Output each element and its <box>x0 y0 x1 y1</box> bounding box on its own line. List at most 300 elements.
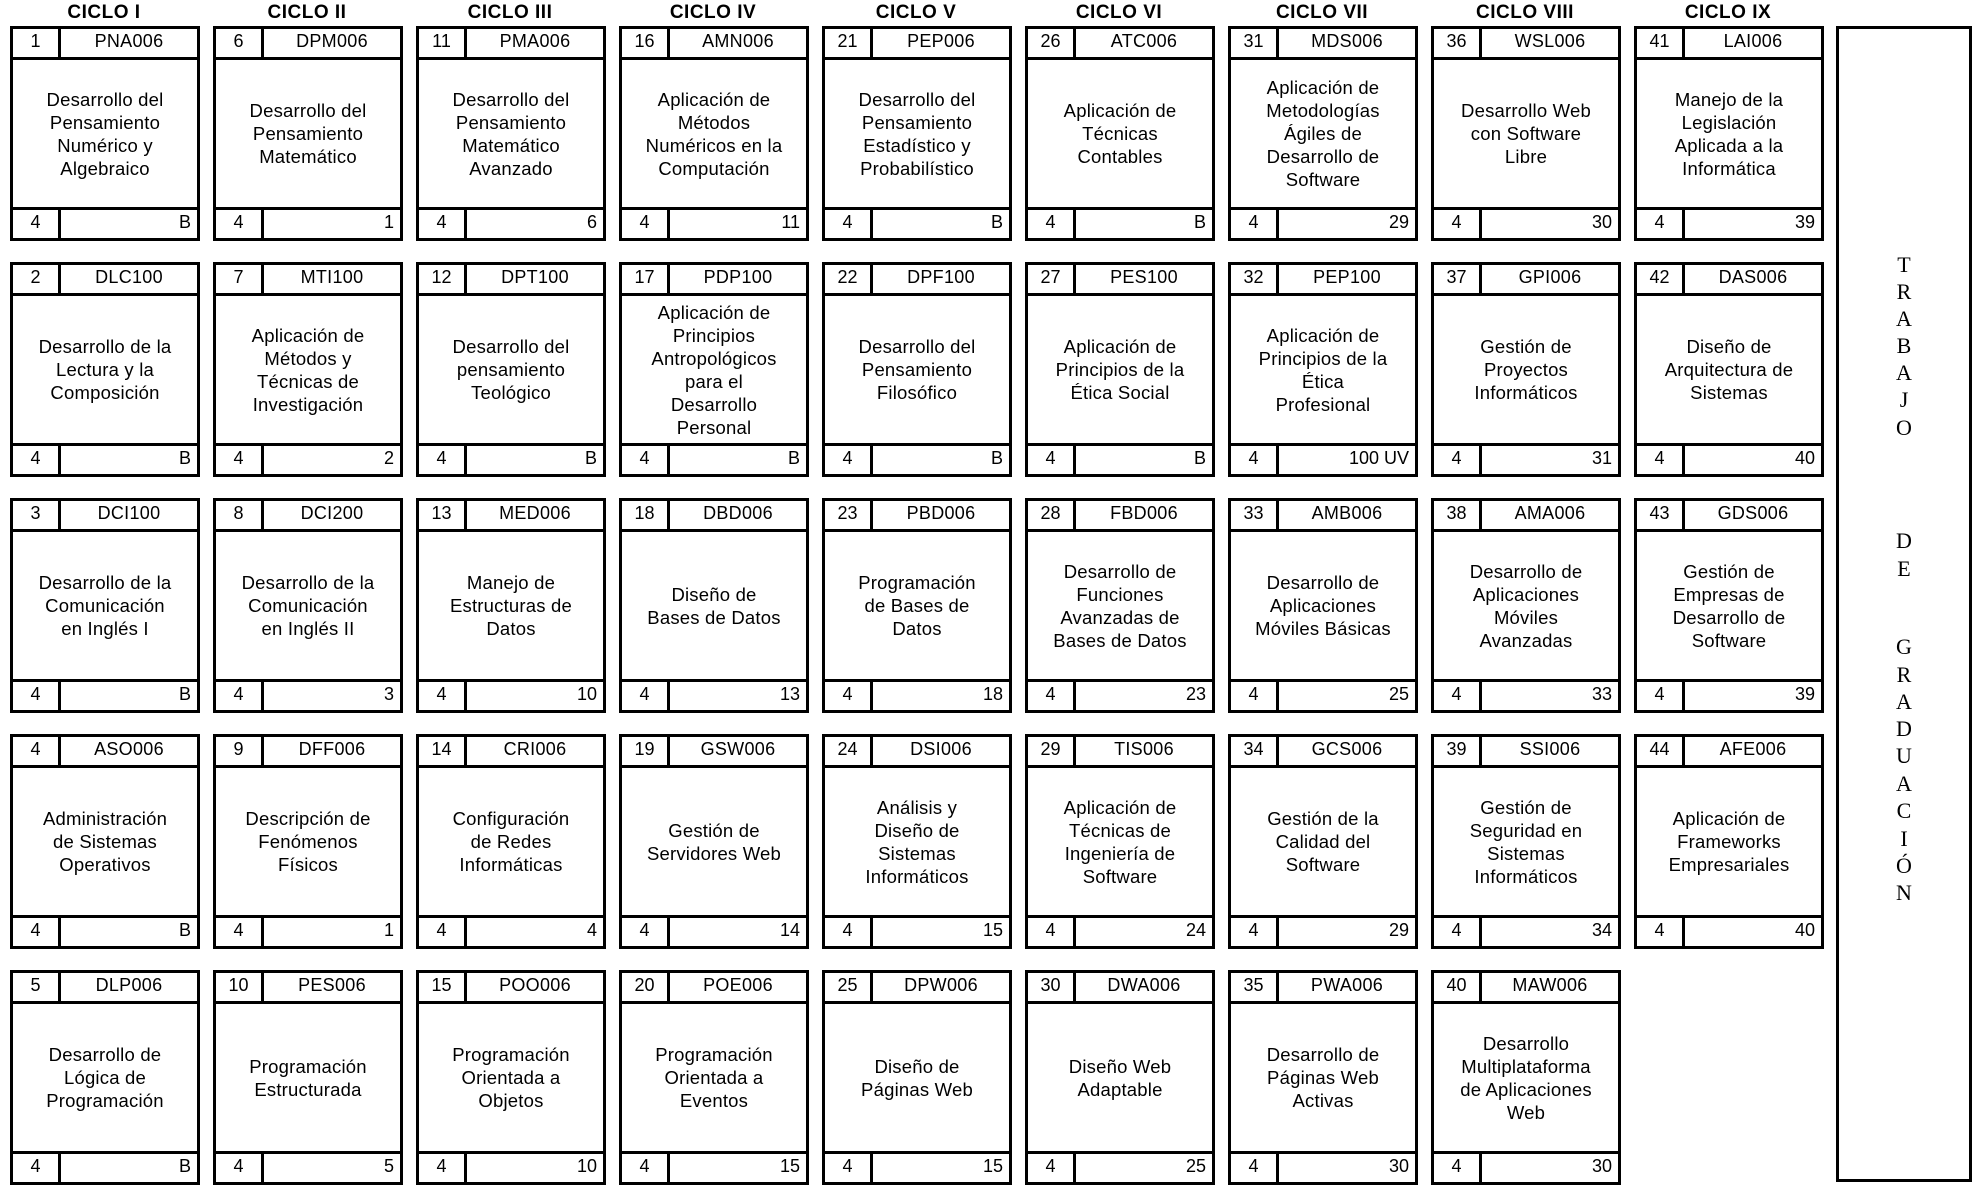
course-box <box>213 26 403 241</box>
graduation-letter: Ó <box>1896 853 1912 878</box>
course-prerequisite: 30 <box>1591 1156 1612 1176</box>
course-number: 3 <box>13 501 61 529</box>
course-name: Gestión de Empresas de Desarrollo de Software <box>1672 560 1786 651</box>
course-code: DPT100 <box>501 267 569 287</box>
course-box <box>1025 26 1215 241</box>
course-credits: 4 <box>622 446 670 474</box>
course-code: MTI100 <box>300 267 364 287</box>
course-credits: 4 <box>622 1154 670 1182</box>
graduation-letter: D <box>1896 528 1912 553</box>
course-box <box>10 498 200 713</box>
course-name: Aplicación de Principios de la Ética Profesional <box>1258 324 1388 415</box>
cycle-header: CICLO VI <box>1075 2 1163 23</box>
course-number: 27 <box>1028 265 1076 293</box>
course-box <box>416 734 606 949</box>
course-code: DBD006 <box>703 503 773 523</box>
course-box <box>1634 26 1824 241</box>
course-code: AMB006 <box>1311 503 1383 523</box>
course-number: 32 <box>1231 265 1279 293</box>
graduation-letter: J <box>1899 387 1909 412</box>
course-prerequisite: B <box>1193 448 1206 468</box>
cycle-header: CICLO II <box>267 2 347 23</box>
course-number: 26 <box>1028 29 1076 57</box>
course-name: Desarrollo de Aplicaciones Móviles Básicas <box>1255 572 1391 639</box>
course-prerequisite: 15 <box>982 1156 1003 1176</box>
course-number: 22 <box>825 265 873 293</box>
course-footer-row <box>419 443 603 474</box>
course-prerequisite: B <box>178 448 191 468</box>
course-number: 10 <box>216 973 264 1001</box>
course-header-row <box>216 501 400 532</box>
course-code: PWA006 <box>1310 975 1384 995</box>
course-box <box>619 970 809 1185</box>
course-credits: 4 <box>419 682 467 710</box>
course-code: PDP100 <box>703 267 773 287</box>
graduation-letter: C <box>1896 798 1912 823</box>
course-code: PMA006 <box>499 31 571 51</box>
course-credits: 4 <box>622 682 670 710</box>
course-header-row <box>13 737 197 768</box>
course-credits: 4 <box>419 918 467 946</box>
graduation-letter: B <box>1896 333 1912 358</box>
course-header-row <box>1434 501 1618 532</box>
course-number: 13 <box>419 501 467 529</box>
course-header-row <box>1434 265 1618 296</box>
course-prerequisite: 18 <box>982 684 1003 704</box>
course-number: 41 <box>1637 29 1685 57</box>
course-code: PBD006 <box>906 503 976 523</box>
course-prerequisite: 34 <box>1591 920 1612 940</box>
course-credits: 4 <box>1231 210 1279 238</box>
course-number: 34 <box>1231 737 1279 765</box>
course-prerequisite: 1 <box>383 920 394 940</box>
course-name: Desarrollo de la Lectura y la Composición <box>38 336 172 403</box>
course-credits: 4 <box>13 682 61 710</box>
course-header-row <box>216 973 400 1004</box>
course-footer-row <box>13 443 197 474</box>
course-credits: 4 <box>1028 682 1076 710</box>
course-number: 14 <box>419 737 467 765</box>
course-header-row <box>1231 501 1415 532</box>
course-code: DCI200 <box>300 503 364 523</box>
graduation-letter: U <box>1896 743 1912 768</box>
course-number: 5 <box>13 973 61 1001</box>
course-header-row <box>1231 265 1415 296</box>
course-prerequisite: 23 <box>1185 684 1206 704</box>
course-code: MAW006 <box>1512 975 1588 995</box>
course-prerequisite: 40 <box>1794 920 1815 940</box>
course-number: 20 <box>622 973 670 1001</box>
course-header-row <box>216 265 400 296</box>
course-name: Gestión de Servidores Web <box>646 819 782 864</box>
course-box <box>1431 26 1621 241</box>
course-number: 16 <box>622 29 670 57</box>
course-number: 18 <box>622 501 670 529</box>
course-name: Diseño de Páginas Web <box>861 1055 973 1100</box>
course-number: 11 <box>419 29 467 57</box>
course-header-row <box>1434 973 1618 1004</box>
course-prerequisite: B <box>1193 212 1206 232</box>
course-footer-row <box>13 207 197 238</box>
course-box <box>1634 734 1824 949</box>
course-name: Gestión de Proyectos Informáticos <box>1474 336 1578 403</box>
course-credits: 4 <box>825 682 873 710</box>
course-box <box>822 26 1012 241</box>
course-header-row <box>216 737 400 768</box>
graduation-letter: I <box>1900 826 1908 851</box>
course-header-row <box>1231 29 1415 60</box>
cycle-header: CICLO I <box>67 2 141 23</box>
course-credits: 4 <box>1434 210 1482 238</box>
course-footer-row <box>1231 1151 1415 1182</box>
course-code: FBD006 <box>1110 503 1178 523</box>
course-box <box>1228 262 1418 477</box>
course-name: Desarrollo de Páginas Web Activas <box>1266 1044 1380 1111</box>
course-box <box>1634 262 1824 477</box>
course-header-row <box>419 501 603 532</box>
course-box <box>1431 498 1621 713</box>
course-footer-row <box>622 1151 806 1182</box>
course-footer-row <box>1028 207 1212 238</box>
course-footer-row <box>1434 207 1618 238</box>
course-name: Administración de Sistemas Operativos <box>42 808 168 875</box>
course-footer-row <box>419 207 603 238</box>
course-name: Diseño de Arquitectura de Sistemas <box>1664 336 1794 403</box>
course-prerequisite: 39 <box>1794 684 1815 704</box>
course-credits: 4 <box>13 918 61 946</box>
course-name: Análisis y Diseño de Sistemas Informáticos <box>865 796 969 887</box>
course-number: 6 <box>216 29 264 57</box>
course-name: Aplicación de Principios Antropológicos para el Desarrollo Personal <box>651 301 777 438</box>
course-credits: 4 <box>1231 918 1279 946</box>
course-number: 24 <box>825 737 873 765</box>
course-credits: 4 <box>216 1154 264 1182</box>
course-prerequisite: 100 UV <box>1348 448 1409 468</box>
course-name: Desarrollo del Pensamiento Matemático Avanzado <box>452 88 570 179</box>
course-box <box>1634 498 1824 713</box>
cycle-header: CICLO V <box>875 2 957 23</box>
graduation-letter: E <box>1897 556 1911 581</box>
course-credits: 4 <box>622 918 670 946</box>
course-footer-row <box>825 915 1009 946</box>
course-name: Descripción de Fenómenos Físicos <box>245 808 371 875</box>
course-header-row <box>1028 29 1212 60</box>
course-name: Desarrollo de Lógica de Programación <box>46 1044 164 1111</box>
course-box <box>1431 262 1621 477</box>
course-number: 37 <box>1434 265 1482 293</box>
course-footer-row <box>216 915 400 946</box>
course-code: GPI006 <box>1518 267 1582 287</box>
course-header-row <box>419 265 603 296</box>
course-credits: 4 <box>13 1154 61 1182</box>
course-prerequisite: B <box>990 212 1003 232</box>
course-box <box>1025 734 1215 949</box>
course-footer-row <box>1028 443 1212 474</box>
course-prerequisite: B <box>990 448 1003 468</box>
graduation-letter: A <box>1896 360 1912 385</box>
course-code: GCS006 <box>1311 739 1383 759</box>
course-name: Gestión de Seguridad en Sistemas Informáticos <box>1469 796 1583 887</box>
course-header-row <box>13 973 197 1004</box>
course-number: 43 <box>1637 501 1685 529</box>
course-prerequisite: 10 <box>576 684 597 704</box>
course-footer-row <box>216 1151 400 1182</box>
course-name: Diseño Web Adaptable <box>1068 1055 1172 1100</box>
course-credits: 4 <box>825 210 873 238</box>
course-code: DPM006 <box>296 31 368 51</box>
course-prerequisite: 29 <box>1388 920 1409 940</box>
course-box <box>822 970 1012 1185</box>
course-name: Programación Orientada a Eventos <box>655 1044 773 1111</box>
course-code: ATC006 <box>1110 31 1178 51</box>
course-footer-row <box>1637 207 1821 238</box>
course-prerequisite: 25 <box>1388 684 1409 704</box>
course-box <box>1025 498 1215 713</box>
course-prerequisite: 15 <box>982 920 1003 940</box>
course-credits: 4 <box>216 446 264 474</box>
course-header-row <box>825 265 1009 296</box>
course-number: 31 <box>1231 29 1279 57</box>
course-name: Desarrollo del pensamiento Teológico <box>452 336 570 403</box>
course-credits: 4 <box>1231 1154 1279 1182</box>
course-number: 12 <box>419 265 467 293</box>
course-header-row <box>825 501 1009 532</box>
cycle-header: CICLO IV <box>669 2 757 23</box>
course-footer-row <box>622 443 806 474</box>
course-header-row <box>1028 973 1212 1004</box>
course-header-row <box>1231 973 1415 1004</box>
course-header-row <box>419 973 603 1004</box>
course-code: DPW006 <box>904 975 978 995</box>
course-number: 30 <box>1028 973 1076 1001</box>
course-header-row <box>1028 501 1212 532</box>
course-code: PEP100 <box>1313 267 1381 287</box>
graduation-letter: A <box>1896 771 1912 796</box>
course-header-row <box>13 265 197 296</box>
course-name: Desarrollo de la Comunicación en Inglés II <box>241 572 375 639</box>
course-number: 23 <box>825 501 873 529</box>
course-credits: 4 <box>216 210 264 238</box>
course-number: 40 <box>1434 973 1482 1001</box>
course-name: Aplicación de Frameworks Empresariales <box>1668 808 1790 875</box>
course-footer-row <box>1637 679 1821 710</box>
course-footer-row <box>1637 915 1821 946</box>
course-credits: 4 <box>419 210 467 238</box>
course-name: Aplicación de Métodos y Técnicas de Investigación <box>251 324 365 415</box>
course-credits: 4 <box>1028 1154 1076 1182</box>
course-code: POO006 <box>499 975 571 995</box>
course-prerequisite: 1 <box>383 212 394 232</box>
course-name: Desarrollo Web con Software Libre <box>1461 100 1591 167</box>
course-credits: 4 <box>1434 446 1482 474</box>
graduation-work-box <box>1836 26 1972 1182</box>
course-box <box>1025 262 1215 477</box>
cycle-header: CICLO VIII <box>1476 2 1574 23</box>
course-code: AFE006 <box>1719 739 1787 759</box>
course-prerequisite: 30 <box>1591 212 1612 232</box>
course-code: TIS006 <box>1114 739 1174 759</box>
course-credits: 4 <box>825 1154 873 1182</box>
graduation-letter: D <box>1896 716 1912 741</box>
course-code: POE006 <box>703 975 773 995</box>
course-footer-row <box>216 679 400 710</box>
course-number: 4 <box>13 737 61 765</box>
course-number: 35 <box>1231 973 1279 1001</box>
course-prerequisite: 13 <box>779 684 800 704</box>
course-code: DWA006 <box>1107 975 1181 995</box>
course-code: GDS006 <box>1717 503 1789 523</box>
course-name: Aplicación de Técnicas Contables <box>1063 100 1177 167</box>
course-number: 29 <box>1028 737 1076 765</box>
course-credits: 4 <box>1434 918 1482 946</box>
course-credits: 4 <box>1434 1154 1482 1182</box>
course-header-row <box>825 973 1009 1004</box>
course-prerequisite: B <box>178 212 191 232</box>
course-footer-row <box>1231 915 1415 946</box>
course-prerequisite: 25 <box>1185 1156 1206 1176</box>
course-box <box>1228 734 1418 949</box>
course-header-row <box>622 737 806 768</box>
graduation-letter: R <box>1896 662 1912 687</box>
course-prerequisite: 31 <box>1591 448 1612 468</box>
course-footer-row <box>1434 443 1618 474</box>
course-prerequisite: B <box>584 448 597 468</box>
course-box <box>619 734 809 949</box>
course-code: DFF006 <box>298 739 366 759</box>
course-box <box>10 970 200 1185</box>
graduation-letter: T <box>1897 252 1911 277</box>
course-number: 7 <box>216 265 264 293</box>
course-name: Desarrollo del Pensamiento Filosófico <box>858 336 976 403</box>
course-number: 17 <box>622 265 670 293</box>
graduation-letter: N <box>1896 880 1912 905</box>
graduation-letter: A <box>1896 689 1912 714</box>
course-box <box>1025 970 1215 1185</box>
course-header-row <box>1637 29 1821 60</box>
course-number: 42 <box>1637 265 1685 293</box>
course-code: GSW006 <box>700 739 776 759</box>
course-box <box>1431 734 1621 949</box>
course-footer-row <box>1231 679 1415 710</box>
course-box <box>10 26 200 241</box>
course-header-row <box>825 737 1009 768</box>
course-footer-row <box>1434 1151 1618 1182</box>
course-number: 33 <box>1231 501 1279 529</box>
course-credits: 4 <box>13 446 61 474</box>
course-code: AMN006 <box>702 31 774 51</box>
course-credits: 4 <box>825 446 873 474</box>
course-name: Desarrollo del Pensamiento Matemático <box>249 100 367 167</box>
course-number: 38 <box>1434 501 1482 529</box>
cycle-header: CICLO VII <box>1275 2 1369 23</box>
course-box <box>1228 970 1418 1185</box>
course-credits: 4 <box>216 682 264 710</box>
course-footer-row <box>1231 207 1415 238</box>
course-credits: 4 <box>1028 446 1076 474</box>
course-footer-row <box>13 679 197 710</box>
course-prerequisite: 40 <box>1794 448 1815 468</box>
course-footer-row <box>216 443 400 474</box>
course-credits: 4 <box>622 210 670 238</box>
course-credits: 4 <box>825 918 873 946</box>
course-footer-row <box>419 679 603 710</box>
course-box <box>619 26 809 241</box>
course-code: PES006 <box>298 975 366 995</box>
course-header-row <box>825 29 1009 60</box>
course-footer-row <box>1028 679 1212 710</box>
course-box <box>619 262 809 477</box>
course-prerequisite: 11 <box>781 212 800 232</box>
course-prerequisite: 3 <box>383 684 394 704</box>
course-credits: 4 <box>1637 918 1685 946</box>
course-number: 8 <box>216 501 264 529</box>
course-prerequisite: B <box>787 448 800 468</box>
course-code: SSI006 <box>1519 739 1581 759</box>
course-footer-row <box>825 679 1009 710</box>
course-prerequisite: 30 <box>1388 1156 1409 1176</box>
course-header-row <box>1028 737 1212 768</box>
course-footer-row <box>419 915 603 946</box>
course-header-row <box>1434 737 1618 768</box>
graduation-letter: G <box>1896 634 1912 659</box>
course-credits: 4 <box>1028 210 1076 238</box>
course-box <box>1228 498 1418 713</box>
course-code: DPF100 <box>907 267 975 287</box>
course-box <box>416 262 606 477</box>
course-name: Gestión de la Calidad del Software <box>1267 808 1379 875</box>
course-code: AMA006 <box>1514 503 1586 523</box>
course-footer-row <box>13 915 197 946</box>
course-code: PES100 <box>1110 267 1178 287</box>
course-header-row <box>419 29 603 60</box>
course-box <box>213 262 403 477</box>
course-box <box>213 734 403 949</box>
course-name: Diseño de Bases de Datos <box>647 583 781 628</box>
course-header-row <box>1028 265 1212 296</box>
course-name: Desarrollo del Pensamiento Numérico y Algebraico <box>46 88 164 179</box>
course-name: Desarrollo de Funciones Avanzadas de Bases de Datos <box>1053 560 1187 651</box>
course-footer-row <box>622 915 806 946</box>
course-header-row <box>13 29 197 60</box>
course-box <box>822 498 1012 713</box>
course-box <box>10 734 200 949</box>
course-number: 28 <box>1028 501 1076 529</box>
course-number: 21 <box>825 29 873 57</box>
course-prerequisite: 39 <box>1794 212 1815 232</box>
course-code: DCI100 <box>97 503 161 523</box>
course-box <box>416 498 606 713</box>
graduation-label <box>1839 29 1969 1179</box>
course-footer-row <box>622 679 806 710</box>
course-box <box>822 734 1012 949</box>
course-prerequisite: 15 <box>779 1156 800 1176</box>
course-box <box>1431 970 1621 1185</box>
course-header-row <box>1434 29 1618 60</box>
course-box <box>1228 26 1418 241</box>
course-box <box>213 970 403 1185</box>
course-prerequisite: 4 <box>586 920 597 940</box>
course-name: Desarrollo del Pensamiento Estadístico y Probabilístico <box>858 88 976 179</box>
course-prerequisite: 5 <box>383 1156 394 1176</box>
course-footer-row <box>13 1151 197 1182</box>
course-box <box>619 498 809 713</box>
course-code: PNA006 <box>94 31 164 51</box>
course-name: Desarrollo Multiplataforma de Aplicaciones Web <box>1460 1032 1592 1123</box>
course-code: DAS006 <box>1718 267 1788 287</box>
course-name: Aplicación de Técnicas de Ingeniería de Software <box>1063 796 1177 887</box>
course-header-row <box>622 265 806 296</box>
course-number: 15 <box>419 973 467 1001</box>
